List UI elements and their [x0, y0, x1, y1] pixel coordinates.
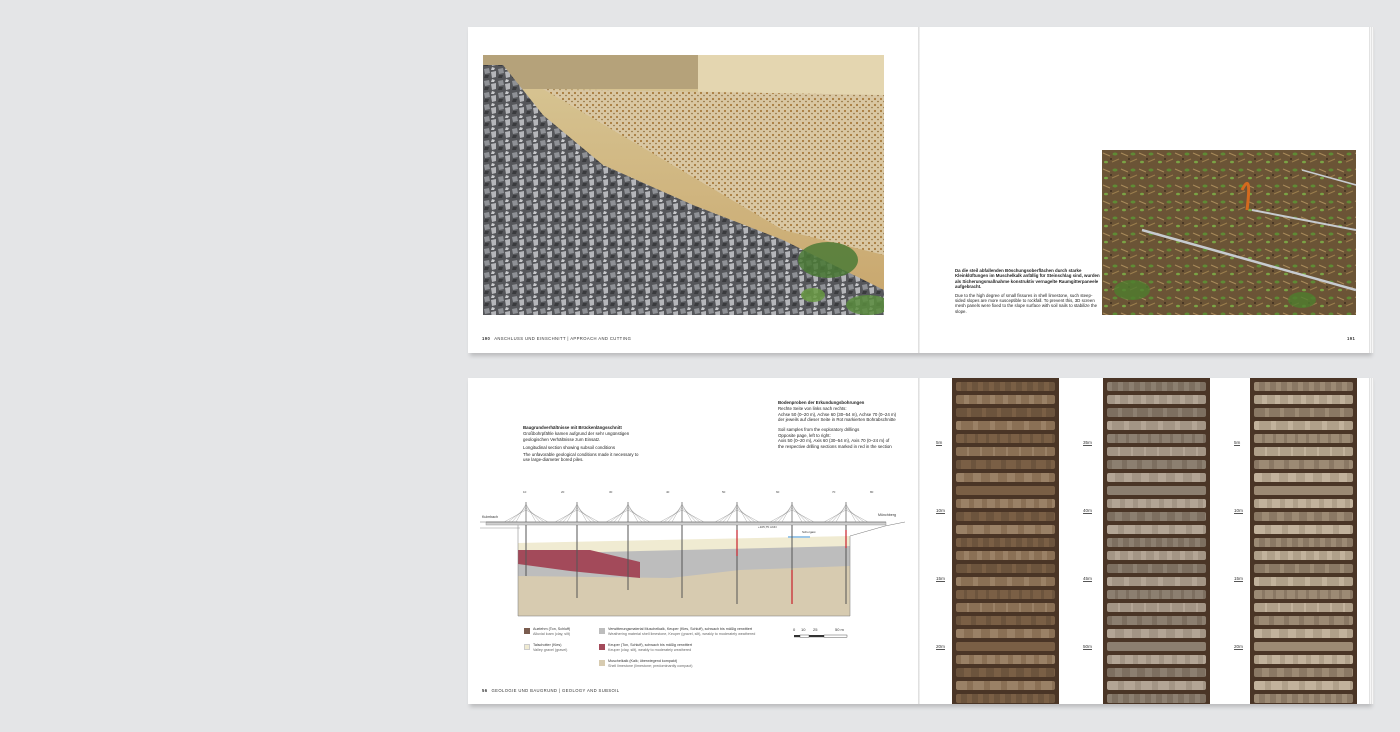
- core-segment: [1107, 551, 1206, 560]
- core-segment: [956, 434, 1055, 443]
- depth-label: 35m: [1083, 440, 1092, 445]
- core-segment: [1254, 551, 1353, 560]
- legend-label-english: Alluvial loam (clay, silt): [533, 631, 571, 636]
- core-segment: [1107, 525, 1206, 534]
- running-head-right: [1347, 336, 1359, 341]
- core-segment: [956, 408, 1055, 417]
- scale-label-10: 10: [801, 627, 806, 632]
- core-segment: [1254, 395, 1353, 404]
- core-segment: [1107, 395, 1206, 404]
- core-segment: [1107, 460, 1206, 469]
- core-segment: [1254, 499, 1353, 508]
- core-segment: [1254, 668, 1353, 677]
- depth-label: 10m: [1234, 508, 1243, 513]
- samples-caption: [778, 400, 913, 452]
- legend-swatch: [524, 644, 530, 650]
- legend-label-english: Keuper (clay, silt), weakly to moderately weathered: [608, 647, 692, 652]
- core-segment: [956, 590, 1055, 599]
- page-number: 190: [482, 336, 491, 341]
- section-text-english: The unfavorable geological conditions made it necessary to use large-diameter bored piles.: [523, 451, 639, 463]
- core-segment: [1107, 629, 1206, 638]
- caption-english: Due to the high degree of small fissures in shell limestone, such steep-sided slopes are more susceptible to rockfall. To prevent this, 3D screen mesh panels were fixed to the slope surface with soil nails to stabilize the slope.: [955, 292, 1098, 314]
- pylon: [770, 502, 814, 522]
- core-segment: [1254, 473, 1353, 482]
- page-number: 56: [482, 688, 488, 693]
- core-segment: [1254, 642, 1353, 651]
- depth-label: 5m: [936, 440, 943, 445]
- depth-label: 15m: [936, 576, 945, 581]
- core-segment: [1254, 694, 1353, 703]
- depth-label: 45m: [1083, 576, 1092, 581]
- core-segment: [1107, 616, 1206, 625]
- core-segment: [1107, 421, 1206, 430]
- core-segment: [1254, 460, 1353, 469]
- core-segment: [1107, 642, 1206, 651]
- top-book-spread: [468, 27, 1370, 353]
- pylon: [606, 502, 650, 522]
- legend-label-german: Talschotter (Kies): [533, 643, 562, 647]
- section-title-german: Baugrundverhältnisse mit Brückenlängsschnitt: [523, 425, 622, 430]
- core-segment: [1107, 590, 1206, 599]
- spine-gutter: [918, 378, 920, 704]
- core-segment: [956, 382, 1055, 391]
- scale-label-0: 0: [793, 627, 796, 632]
- core-segment: [1107, 512, 1206, 521]
- samples-text-english-2: Axis 50 (0–20 m), Axis 60 (30–54 m), Axis 70 (0–24 m) of: [778, 438, 890, 444]
- legend-label-english: Valley gravel (gravel): [533, 647, 568, 652]
- core-segment: [1107, 486, 1206, 495]
- axis-number: 40: [666, 490, 670, 494]
- core-segment: [956, 473, 1055, 482]
- core-segment: [1254, 590, 1353, 599]
- core-segment: [956, 395, 1055, 404]
- core-segment: [956, 668, 1055, 677]
- core-segment: [1254, 629, 1353, 638]
- legend-item: [608, 643, 783, 652]
- core-segment: [956, 460, 1055, 469]
- core-segment: [1254, 434, 1353, 443]
- core-segment: [956, 551, 1055, 560]
- samples-title-english: Soil samples from the exploratory drillings: [778, 426, 860, 432]
- running-head-text: GEOLOGIE UND BAUGRUND | GEOLOGY AND SUBSOIL: [491, 688, 620, 693]
- place-muenchberg: Münchberg: [878, 513, 896, 517]
- core-segment: [1254, 655, 1353, 664]
- depth-label: 10m: [936, 508, 945, 513]
- pylon: [715, 502, 759, 522]
- water-label: Schorgast: [802, 530, 816, 534]
- soil-nails-vegetation-photo: [1102, 150, 1356, 315]
- running-head-left: [482, 336, 631, 341]
- core-segment: [1254, 525, 1353, 534]
- core-segment: [1254, 382, 1353, 391]
- level-label: +105,75 mNN: [758, 525, 777, 529]
- core-segment: [956, 447, 1055, 456]
- legend-swatch: [599, 660, 605, 666]
- core-segment: [1107, 382, 1206, 391]
- section-caption: [523, 425, 643, 465]
- core-segment: [956, 512, 1055, 521]
- slope-caption: [955, 268, 1101, 317]
- core-segment: [1107, 434, 1206, 443]
- core-segment: [1107, 577, 1206, 586]
- core-segment: [1107, 694, 1206, 703]
- legend-item: [608, 659, 783, 668]
- core-segment: [1254, 681, 1353, 690]
- core-segment: [1107, 655, 1206, 664]
- section-text-german: Großbohrpfähle kamen aufgrund der sehr ungünstigen geologischen Verhältnisse zum Einsatz.: [523, 431, 630, 442]
- bottom-book-spread: [468, 378, 1370, 704]
- scale-label-50: 50 m: [835, 627, 844, 632]
- core-segment: [956, 642, 1055, 651]
- river: [788, 536, 810, 538]
- core-segment: [1254, 447, 1353, 456]
- pylon: [824, 502, 868, 522]
- pylon: [555, 502, 599, 522]
- core-segment: [1107, 668, 1206, 677]
- axis-number: 70: [832, 490, 836, 494]
- legend-item: [608, 627, 783, 636]
- spine-gutter: [918, 27, 920, 353]
- core-segment: [1254, 603, 1353, 612]
- legend-label-german: Auelehm (Ton, Schluff): [533, 627, 571, 631]
- samples-text-german-1: Rechte Seite von links nach rechts:: [778, 406, 847, 412]
- depth-label: 5m: [1234, 440, 1241, 445]
- core-segment: [1254, 512, 1353, 521]
- samples-text-german-2: Achse 50 (0–20 m), Achse 60 (30–54 m), Achse 70 (0–24 m): [778, 411, 897, 417]
- page-edge: [1369, 378, 1374, 704]
- legend-item: [533, 627, 593, 636]
- core-segment: [1107, 447, 1206, 456]
- legend-label-german: Muschelkalk (Kalk; überwiegend kompakt): [608, 659, 678, 663]
- legend-label-german: Keuper (Ton, Schluff), schwach bis mäßig verwittert: [608, 643, 692, 647]
- core-segment: [956, 499, 1055, 508]
- page-number: 191: [1347, 336, 1356, 341]
- axis-number: 50: [722, 490, 726, 494]
- core-segment: [1107, 473, 1206, 482]
- core-segment: [956, 655, 1055, 664]
- core-segment: [956, 681, 1055, 690]
- core-segment: [956, 603, 1055, 612]
- core-segment: [1107, 408, 1206, 417]
- core-segment: [956, 421, 1055, 430]
- legend-label-english: Weathering material shell limestone, Keuper (gravel, silt), weakly to moderately weathered: [608, 631, 756, 636]
- core-segment: [1107, 681, 1206, 690]
- core-segment: [1107, 499, 1206, 508]
- core-segment: [956, 616, 1055, 625]
- core-segment: [1254, 538, 1353, 547]
- core-segment: [1107, 564, 1206, 573]
- caption-german: Da die steil abfallenden Böschungsoberflächen durch starke Kleinklüftungen im Muschelkalk anfällig für Steinschlag sind, wurden als Sicherungsmaßnahme konstruktiv vernagelte Raumgitterpaneele aufgebracht.: [955, 268, 1100, 290]
- pylon: [504, 502, 548, 522]
- axis-number: 60: [776, 490, 780, 494]
- longitudinal-section-diagram: [480, 486, 910, 621]
- core-segment: [956, 577, 1055, 586]
- rock-slope-with-mesh-photo: [483, 55, 884, 315]
- legend-item: [533, 643, 593, 652]
- core-segment: [1107, 603, 1206, 612]
- core-segment: [956, 525, 1055, 534]
- axis-number: 20: [561, 490, 565, 494]
- axis-number: 10: [523, 490, 527, 494]
- legend-label-english: Shell limestone (limestone; predominantly compact): [608, 663, 693, 668]
- depth-label: 20m: [936, 644, 945, 649]
- core-segment: [1254, 616, 1353, 625]
- depth-label: 40m: [1083, 508, 1092, 513]
- depth-label: 50m: [1083, 644, 1092, 649]
- core-segment: [1254, 577, 1353, 586]
- legend-swatch: [599, 644, 605, 650]
- samples-text-english-3: the respective drilling sections marked in red in the section: [778, 443, 892, 449]
- core-segment: [1254, 421, 1353, 430]
- samples-text-english-1: Opposite page, left to right:: [778, 433, 831, 439]
- running-head-text: ANSCHLUSS UND EINSCHNITT | APPROACH AND CUTTING: [494, 336, 632, 341]
- samples-title-german: Bodenproben der Erkundungsbohrungen: [778, 400, 865, 405]
- running-head-left: [482, 688, 620, 693]
- pylon: [660, 502, 704, 522]
- scale-label-25: 25: [813, 627, 818, 632]
- axis-numbers: [523, 490, 874, 494]
- depth-label: 15m: [1234, 576, 1243, 581]
- section-title-english: Longitudinal section showing subsoil conditions: [523, 445, 616, 451]
- core-segment: [1254, 408, 1353, 417]
- samples-text-german-3: der jeweils auf dieser Seite in Rot markierten Bohrabschnitte: [778, 417, 896, 423]
- legend-label-german: Verwitterungsmaterial Muschelkalk, Keuper (Kies, Schluff), schwach bis mäßig verwittert: [608, 627, 753, 631]
- scale-bar: [793, 626, 853, 640]
- axis-number: 30: [609, 490, 613, 494]
- place-kulmbach: Kulmbach: [482, 515, 498, 519]
- legend-swatch: [599, 628, 605, 634]
- drill-core-box: [1103, 378, 1210, 704]
- core-segment: [956, 486, 1055, 495]
- core-segment: [1254, 486, 1353, 495]
- core-segment: [1107, 538, 1206, 547]
- drill-core-box: [1250, 378, 1357, 704]
- core-segment: [956, 564, 1055, 573]
- axis-number: 80: [870, 490, 874, 494]
- bridge-pylons: [504, 502, 868, 522]
- core-segment: [1254, 564, 1353, 573]
- page-edge: [1369, 27, 1374, 353]
- core-segment: [956, 538, 1055, 547]
- legend-swatch: [524, 628, 530, 634]
- drill-core-box: [952, 378, 1059, 704]
- depth-label: 20m: [1234, 644, 1243, 649]
- core-segment: [956, 629, 1055, 638]
- core-segment: [956, 694, 1055, 703]
